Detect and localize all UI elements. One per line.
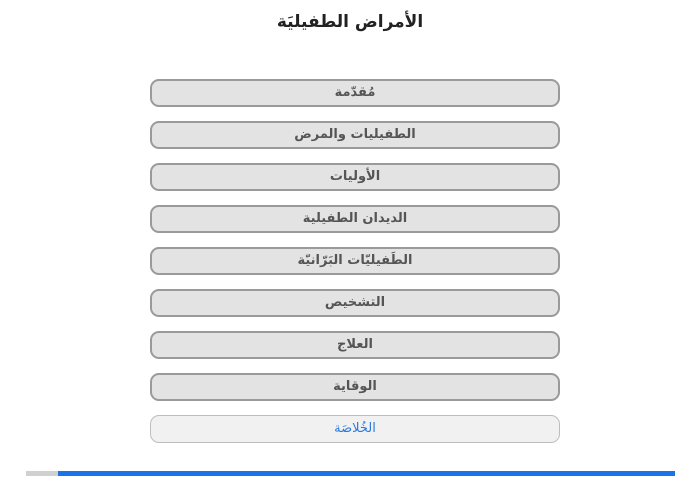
menu-item-treatment[interactable]: العلاج [150,331,560,359]
menu-item-parasites-and-disease[interactable]: الطفيليات والمرض [150,121,560,149]
progress-bar-fill [58,471,675,476]
menu-item-protozoa[interactable]: الأوليات [150,163,560,191]
menu-item-introduction[interactable]: مُقدّمة [150,79,560,107]
progress-bar [26,471,675,476]
menu-item-prevention[interactable]: الوقاية [150,373,560,401]
lesson-menu [150,79,560,457]
page-title: الأمراض الطفيليَة [276,12,424,32]
menu-item-helminths[interactable]: الديدان الطفيلية [150,205,560,233]
menu-item-ectoparasites[interactable]: الطَفيليّات البَرّانيّة [150,247,560,275]
menu-item-diagnosis[interactable]: التشخيص [150,289,560,317]
menu-item-summary[interactable]: الخُلاصَة [150,415,560,443]
